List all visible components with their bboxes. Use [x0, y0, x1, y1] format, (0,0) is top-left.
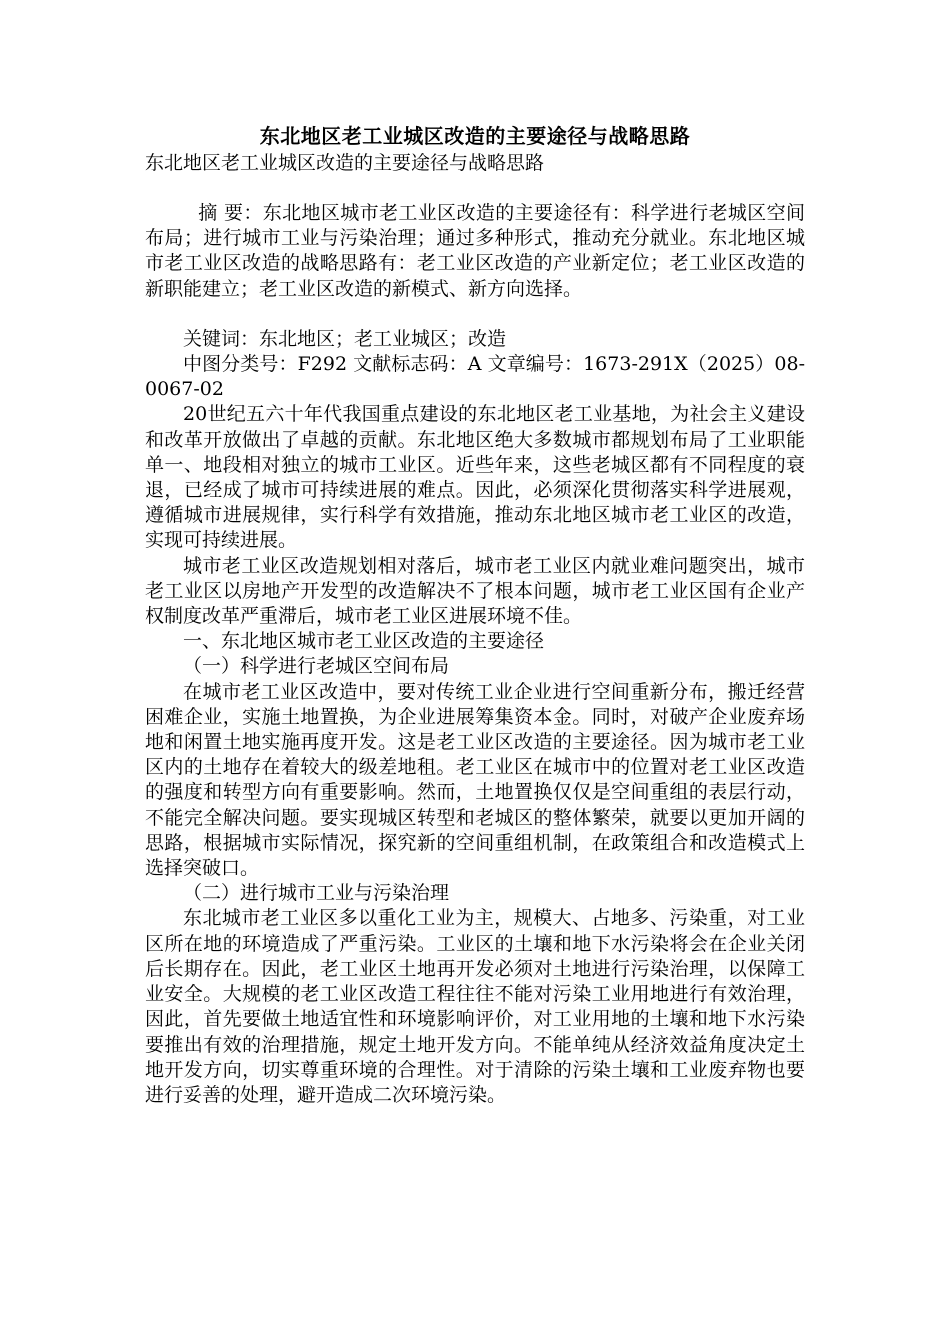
- keywords-line: 关键词：东北地区；老工业城区；改造: [183, 327, 507, 350]
- body-paragraph: 东北城市老工业区多以重化工业为主，规模大、占地多、污染重，对工业区所在地的环境造成了严重污染。工业区的土壤和地下水污染将会在企业关闭后长期存在。因此，老工业区土地再开发必须对土地进行污染治理，以保障工业安全。大规模的老工业区改造工程往往不能对污染工业用地进行有效治理，因此，首先要做土地适宜性和环境影响评价，对工业用地的土壤和地下水污染要推出有效的治理措施，规定土地开发方向。不能单纯从经济效益角度决定土地开发方向，切实尊重环境的合理性。对于清除的污染土壤和工业废弃物也要进行妥善的处理，避开造成二次环境污染。: [145, 907, 805, 1106]
- spacer: [145, 302, 805, 327]
- spacer: [145, 176, 805, 201]
- abstract-paragraph: 摘 要：东北地区城市老工业区改造的主要途径有：科学进行老城区空间布局；进行城市工业与污染治理；通过多种形式，推动充分就业。东北地区城市老工业区改造的战略思路有：老工业区改造的产业新定位；老工业区改造的新职能建立；老工业区改造的新模式、新方向选择。: [145, 202, 805, 300]
- section-heading: 一、东北地区城市老工业区改造的主要途径: [183, 630, 545, 653]
- body-paragraph: 城市老工业区改造规划相对落后，城市老工业区内就业难问题突出，城市老工业区以房地产开发型的改造解决不了根本问题，城市老工业区国有企业产权制度改革严重滞后，城市老工业区进展环境不佳。: [145, 554, 805, 628]
- classification-line: 中图分类号：F292 文献标志码：A 文章编号：1673-291X（2025）08-0067-02: [145, 353, 805, 401]
- document-page: [145, 122, 805, 1108]
- body-paragraph: 在城市老工业区改造中，要对传统工业企业进行空间重新分布，搬迁经营困难企业，实施土地置换，为企业进展筹集资本金。同时，对破产企业废弃场地和闲置土地实施再度开发。这是老工业区改造的主要途径。因为城市老工业区内的土地存在着较大的级差地租。老工业区在城市中的位置对老工业区改造的强度和转型方向有重要影响。然而，土地置换仅仅是空间重组的表层行动，不能完全解决问题。要实现城区转型和老城区的整体繁荣，就要以更加开阔的思路，根据城市实际情况，探究新的空间重组机制，在政策组合和改造模式上选择突破口。: [145, 680, 805, 880]
- subsection-heading: （一）科学进行老城区空间布局: [183, 655, 450, 678]
- document-subtitle: 东北地区老工业城区改造的主要途径与战略思路: [145, 152, 545, 174]
- subsection-heading: （二）进行城市工业与污染治理: [183, 882, 450, 905]
- document-title: 东北地区老工业城区改造的主要途径与战略思路: [259, 124, 691, 148]
- body-paragraph: 20世纪五六十年代我国重点建设的东北地区老工业基地，为社会主义建设和改革开放做出了卓越的贡献。东北地区绝大多数城市都规划布局了工业职能单一、地段相对独立的城市工业区。近些年来，这些老城区都有不同程度的衰退，已经成了城市可持续进展的难点。因此，必须深化贯彻落实科学进展观，遵循城市进展规律，实行科学有效措施，推动东北地区城市老工业区的改造，实现可持续进展。: [145, 403, 805, 552]
